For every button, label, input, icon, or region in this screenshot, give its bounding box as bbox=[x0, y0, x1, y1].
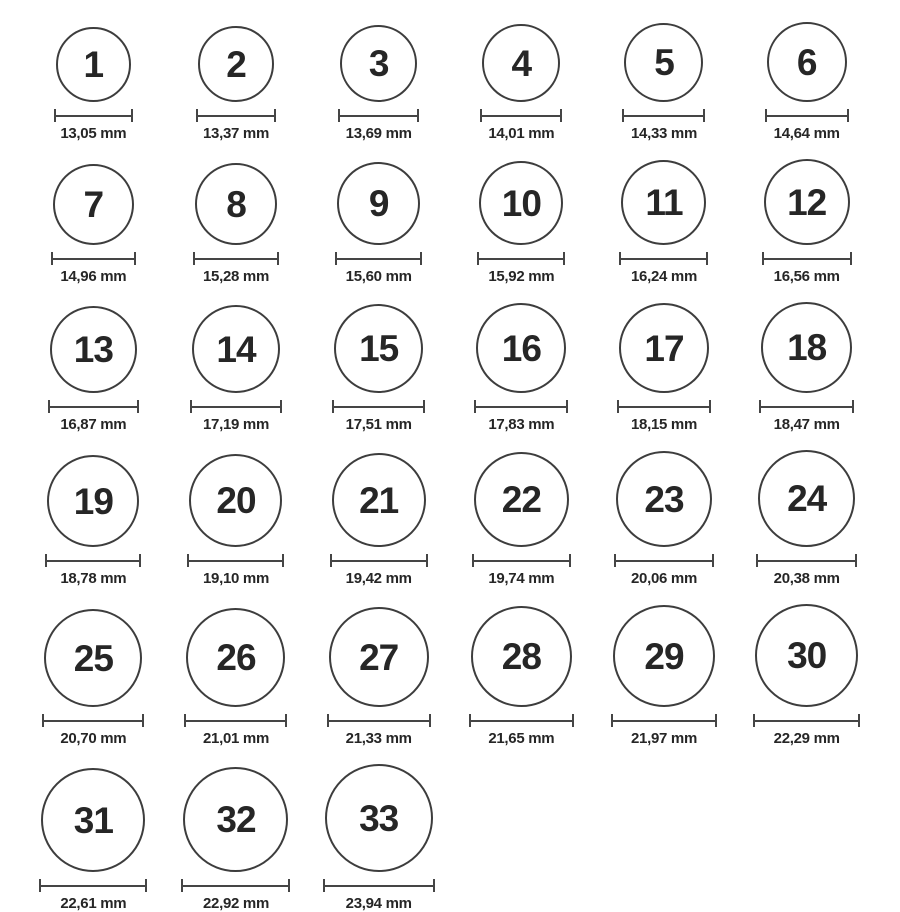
ring-size-number: 8 bbox=[226, 183, 246, 225]
diameter-label: 22,29 mm bbox=[773, 730, 840, 747]
diameter-label: 15,28 mm bbox=[203, 268, 269, 285]
measure-line-bar bbox=[198, 115, 274, 117]
diameter-label: 14,33 mm bbox=[631, 125, 697, 142]
ring-circle bbox=[474, 452, 569, 547]
ring-size-cell bbox=[450, 606, 593, 747]
diameter-measure-line bbox=[196, 109, 276, 122]
ring-size-cell bbox=[307, 25, 450, 142]
ring-circle bbox=[621, 160, 706, 245]
diameter-measure-line bbox=[323, 879, 435, 892]
diameter-label: 18,78 mm bbox=[60, 570, 127, 587]
measure-line-bar bbox=[56, 115, 131, 117]
ring-size-number: 21 bbox=[359, 479, 399, 521]
ring-size-cell bbox=[735, 450, 878, 587]
ring-size-cell bbox=[22, 768, 165, 912]
ring-circle bbox=[624, 23, 703, 102]
ring-size-number: 19 bbox=[73, 480, 113, 522]
ring-size-number: 15 bbox=[359, 328, 399, 369]
ring-size-cell bbox=[165, 454, 308, 587]
ring-size-cell bbox=[450, 303, 593, 433]
measure-line-bar bbox=[195, 258, 277, 260]
ring-size-cell bbox=[22, 455, 165, 587]
ring-circle bbox=[56, 27, 131, 102]
ring-circle bbox=[340, 25, 417, 102]
diameter-measure-line bbox=[474, 400, 568, 413]
ring-size-number: 6 bbox=[796, 41, 817, 83]
ring-size-number: 17 bbox=[644, 327, 684, 369]
measure-line-bar bbox=[616, 560, 712, 562]
measure-line-bar bbox=[53, 258, 134, 260]
measure-line-bar bbox=[334, 406, 423, 408]
measure-line-bar bbox=[479, 258, 563, 260]
ring-circle bbox=[41, 768, 145, 872]
diameter-measure-line bbox=[187, 554, 284, 567]
diameter-label: 20,38 mm bbox=[773, 570, 840, 587]
diameter-measure-line bbox=[756, 554, 857, 567]
measure-line-bar bbox=[482, 115, 560, 117]
ring-circle bbox=[325, 764, 433, 872]
ring-circle bbox=[334, 304, 423, 393]
diameter-measure-line bbox=[617, 400, 711, 413]
ring-size-cell bbox=[735, 159, 878, 285]
diameter-label: 16,56 mm bbox=[773, 268, 840, 285]
ring-circle bbox=[758, 450, 855, 547]
measure-line-bar bbox=[619, 406, 709, 408]
diameter-label: 18,15 mm bbox=[631, 416, 697, 433]
measure-line-bar bbox=[47, 560, 139, 562]
ring-size-cell bbox=[593, 451, 736, 587]
diameter-label: 21,33 mm bbox=[345, 730, 412, 747]
ring-circle bbox=[479, 161, 563, 245]
diameter-measure-line bbox=[39, 879, 147, 892]
diameter-measure-line bbox=[614, 554, 714, 567]
ring-size-cell bbox=[307, 162, 450, 285]
ring-circle bbox=[337, 162, 420, 245]
diameter-measure-line bbox=[472, 554, 571, 567]
ring-size-number: 9 bbox=[368, 183, 389, 224]
diameter-label: 14,96 mm bbox=[60, 268, 127, 285]
ring-size-row bbox=[22, 22, 878, 142]
ring-circle bbox=[50, 306, 137, 393]
measure-line-bar bbox=[474, 560, 569, 562]
ring-size-row bbox=[22, 159, 878, 285]
ring-size-row bbox=[22, 764, 878, 912]
ring-circle bbox=[764, 159, 850, 245]
ring-size-cell bbox=[165, 608, 308, 747]
diameter-label: 23,94 mm bbox=[345, 895, 412, 912]
diameter-label: 19,42 mm bbox=[345, 570, 412, 587]
ring-size-cell bbox=[165, 26, 308, 142]
ring-circle bbox=[767, 22, 847, 102]
measure-line-bar bbox=[44, 720, 142, 722]
ring-circle bbox=[47, 455, 139, 547]
diameter-measure-line bbox=[335, 252, 422, 265]
diameter-measure-line bbox=[759, 400, 854, 413]
diameter-measure-line bbox=[332, 400, 425, 413]
ring-size-cell bbox=[22, 609, 165, 747]
ring-size-cell bbox=[22, 27, 165, 142]
diameter-label: 19,10 mm bbox=[203, 570, 269, 587]
ring-circle bbox=[332, 453, 426, 547]
ring-size-cell bbox=[735, 302, 878, 433]
diameter-label: 13,05 mm bbox=[60, 125, 127, 142]
ring-circle bbox=[195, 163, 277, 245]
diameter-measure-line bbox=[193, 252, 279, 265]
measure-line-bar bbox=[755, 720, 858, 722]
ring-size-cell bbox=[165, 305, 308, 433]
ring-size-row bbox=[22, 450, 878, 587]
ring-size-number: 22 bbox=[501, 479, 541, 520]
ring-size-cell bbox=[593, 160, 736, 285]
diameter-label: 22,92 mm bbox=[203, 895, 269, 912]
measure-line-bar bbox=[758, 560, 855, 562]
diameter-measure-line bbox=[622, 109, 705, 122]
measure-line-bar bbox=[340, 115, 417, 117]
diameter-measure-line bbox=[327, 714, 431, 727]
ring-size-cell bbox=[165, 163, 308, 285]
diameter-measure-line bbox=[469, 714, 574, 727]
ring-circle bbox=[476, 303, 566, 393]
measure-line-bar bbox=[186, 720, 285, 722]
diameter-label: 17,83 mm bbox=[488, 416, 555, 433]
diameter-label: 22,61 mm bbox=[60, 895, 127, 912]
diameter-label: 13,37 mm bbox=[203, 125, 269, 142]
diameter-measure-line bbox=[54, 109, 133, 122]
ring-size-cell bbox=[450, 24, 593, 142]
ring-size-cell bbox=[593, 23, 736, 142]
ring-size-number: 29 bbox=[644, 635, 684, 677]
ring-circle bbox=[761, 302, 852, 393]
measure-line-bar bbox=[613, 720, 715, 722]
diameter-label: 16,24 mm bbox=[631, 268, 697, 285]
measure-line-bar bbox=[192, 406, 280, 408]
measure-line-bar bbox=[50, 406, 137, 408]
ring-size-cell bbox=[450, 161, 593, 285]
measure-line-bar bbox=[471, 720, 572, 722]
ring-size-cell bbox=[450, 452, 593, 587]
ring-size-number: 25 bbox=[73, 637, 113, 679]
measure-line-bar bbox=[189, 560, 282, 562]
ring-size-number: 31 bbox=[73, 799, 113, 841]
ring-size-number: 18 bbox=[787, 327, 827, 368]
diameter-label: 15,92 mm bbox=[488, 268, 555, 285]
ring-size-number: 20 bbox=[216, 480, 256, 521]
diameter-measure-line bbox=[765, 109, 849, 122]
ring-size-number: 23 bbox=[644, 478, 684, 520]
measure-line-bar bbox=[329, 720, 429, 722]
ring-circle bbox=[183, 767, 288, 872]
ring-size-number: 10 bbox=[501, 182, 541, 224]
diameter-label: 13,69 mm bbox=[345, 125, 412, 142]
diameter-label: 20,70 mm bbox=[60, 730, 127, 747]
ring-size-row bbox=[22, 302, 878, 433]
diameter-label: 17,51 mm bbox=[345, 416, 412, 433]
diameter-label: 21,01 mm bbox=[203, 730, 269, 747]
measure-line-bar bbox=[332, 560, 426, 562]
ring-size-number: 32 bbox=[216, 799, 256, 840]
diameter-label: 20,06 mm bbox=[631, 570, 697, 587]
ring-circle bbox=[613, 605, 715, 707]
diameter-label: 15,60 mm bbox=[345, 268, 412, 285]
ring-size-number: 3 bbox=[368, 43, 389, 84]
diameter-measure-line bbox=[51, 252, 136, 265]
diameter-label: 19,74 mm bbox=[488, 570, 555, 587]
diameter-measure-line bbox=[477, 252, 565, 265]
diameter-label: 14,01 mm bbox=[488, 125, 555, 142]
ring-size-cell bbox=[22, 306, 165, 433]
measure-line-bar bbox=[767, 115, 847, 117]
ring-circle bbox=[53, 164, 134, 245]
ring-size-number: 16 bbox=[501, 327, 541, 369]
diameter-label: 16,87 mm bbox=[60, 416, 127, 433]
measure-line-bar bbox=[41, 885, 145, 887]
measure-line-bar bbox=[476, 406, 566, 408]
ring-size-cell bbox=[307, 607, 450, 747]
diameter-label: 18,47 mm bbox=[773, 416, 840, 433]
ring-circle bbox=[189, 454, 282, 547]
ring-size-number: 12 bbox=[787, 181, 827, 223]
ring-size-cell bbox=[593, 303, 736, 433]
diameter-measure-line bbox=[619, 252, 708, 265]
diameter-measure-line bbox=[184, 714, 287, 727]
ring-size-number: 11 bbox=[645, 182, 683, 223]
ring-size-number: 4 bbox=[511, 42, 532, 84]
measure-line-bar bbox=[337, 258, 420, 260]
ring-size-cell bbox=[22, 164, 165, 285]
ring-circle bbox=[192, 305, 280, 393]
ring-size-cell bbox=[307, 304, 450, 433]
diameter-measure-line bbox=[611, 714, 717, 727]
ring-size-cell bbox=[735, 22, 878, 142]
ring-size-number: 5 bbox=[654, 42, 674, 83]
diameter-measure-line bbox=[181, 879, 290, 892]
diameter-measure-line bbox=[762, 252, 852, 265]
ring-circle bbox=[471, 606, 572, 707]
diameter-label: 14,64 mm bbox=[773, 125, 840, 142]
ring-circle bbox=[619, 303, 709, 393]
diameter-measure-line bbox=[330, 554, 428, 567]
measure-line-bar bbox=[183, 885, 288, 887]
ring-size-number: 28 bbox=[501, 636, 541, 677]
measure-line-bar bbox=[764, 258, 850, 260]
diameter-measure-line bbox=[48, 400, 139, 413]
ring-circle bbox=[482, 24, 560, 102]
ring-size-number: 13 bbox=[73, 329, 113, 370]
ring-size-number: 33 bbox=[359, 797, 399, 839]
diameter-measure-line bbox=[45, 554, 141, 567]
ring-size-cell bbox=[165, 767, 308, 912]
measure-line-bar bbox=[761, 406, 852, 408]
measure-line-bar bbox=[624, 115, 703, 117]
ring-size-number: 7 bbox=[83, 184, 104, 225]
ring-size-number: 24 bbox=[787, 478, 827, 519]
diameter-measure-line bbox=[42, 714, 144, 727]
ring-circle bbox=[44, 609, 142, 707]
ring-circle bbox=[329, 607, 429, 707]
ring-circle bbox=[198, 26, 274, 102]
ring-size-number: 2 bbox=[226, 43, 246, 85]
diameter-label: 21,97 mm bbox=[631, 730, 697, 747]
measure-line-bar bbox=[325, 885, 433, 887]
ring-circle bbox=[755, 604, 858, 707]
ring-size-row bbox=[22, 604, 878, 747]
ring-circle bbox=[186, 608, 285, 707]
diameter-measure-line bbox=[753, 714, 860, 727]
ring-size-number: 14 bbox=[216, 328, 256, 370]
ring-size-number: 26 bbox=[216, 637, 256, 678]
ring-size-cell bbox=[307, 764, 450, 912]
diameter-measure-line bbox=[338, 109, 419, 122]
measure-line-bar bbox=[621, 258, 706, 260]
ring-size-cell bbox=[307, 453, 450, 587]
ring-size-number: 1 bbox=[83, 44, 104, 85]
ring-size-number: 30 bbox=[787, 635, 827, 676]
diameter-label: 21,65 mm bbox=[488, 730, 555, 747]
ring-size-cell bbox=[735, 604, 878, 747]
diameter-label: 17,19 mm bbox=[203, 416, 269, 433]
ring-circle bbox=[616, 451, 712, 547]
diameter-measure-line bbox=[480, 109, 562, 122]
ring-size-number: 27 bbox=[359, 636, 399, 678]
diameter-measure-line bbox=[190, 400, 282, 413]
ring-size-cell bbox=[593, 605, 736, 747]
